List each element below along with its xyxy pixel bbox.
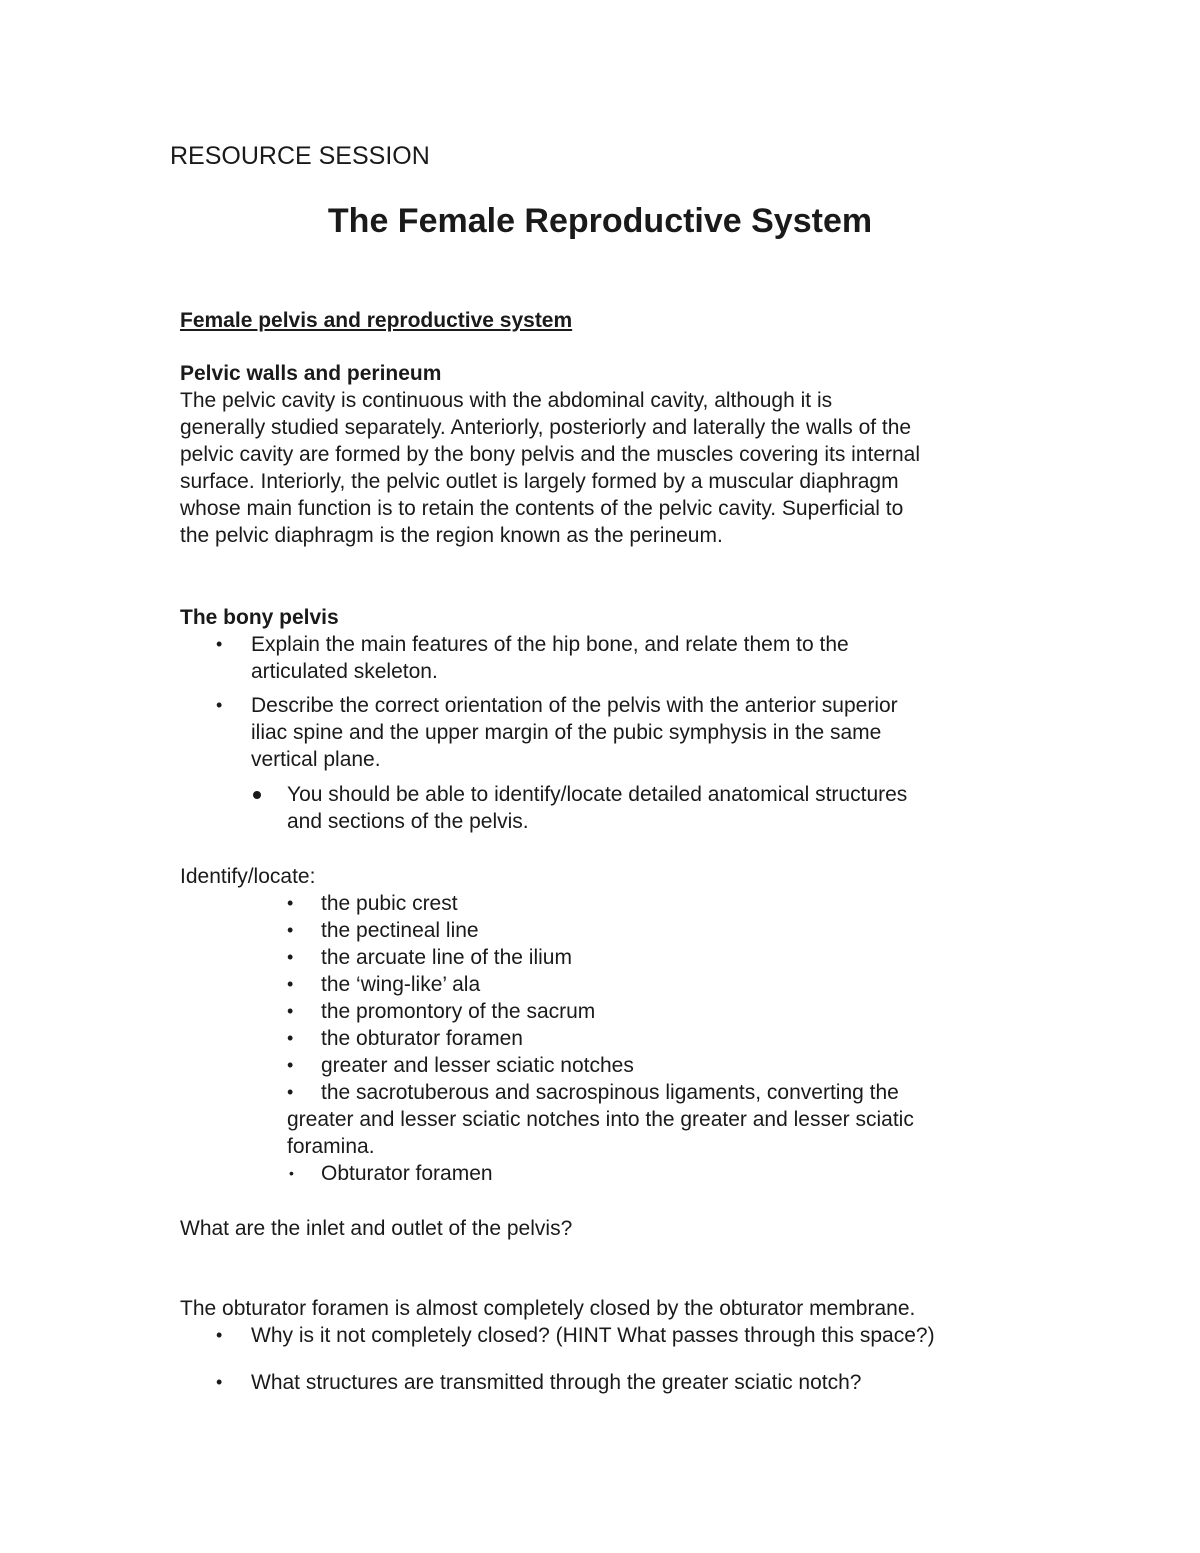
identify-item: greater and lesser sciatic notches (321, 1054, 634, 1077)
bullet-line: and sections of the pelvis. (287, 810, 529, 833)
continuation-line: foramina. (287, 1135, 375, 1158)
paragraph-line: surface. Interiorly, the pelvic outlet is largely formed by a muscular diaphragm (180, 470, 899, 493)
bullet-line: Describe the correct orientation of the pelvis with the anterior superior (251, 694, 898, 717)
bony-pelvis-sub-bullet (287, 781, 1147, 835)
continuation-line: greater and lesser sciatic notches into the greater and lesser sciatic (287, 1108, 914, 1131)
bullet-line: articulated skeleton. (251, 660, 438, 683)
pelvic-walls-heading: Pelvic walls and perineum (180, 362, 442, 385)
bullet-icon: • (287, 974, 294, 994)
identify-item-continuation (287, 1106, 1147, 1160)
bullet-icon: • (216, 1325, 223, 1345)
sciatic-notch-question: What structures are transmitted through the greater sciatic notch? (251, 1371, 862, 1394)
bullet-icon: • (287, 947, 294, 967)
identify-item: the obturator foramen (321, 1027, 523, 1050)
paragraph-line: The pelvic cavity is continuous with the abdominal cavity, although it is (180, 389, 833, 412)
bullet-icon: • (287, 1055, 294, 1075)
pelvic-walls-paragraph (180, 387, 1040, 549)
bullet-icon: • (287, 893, 294, 913)
paragraph-line: the pelvic diaphragm is the region known as the perineum. (180, 524, 723, 547)
paragraph-line: pelvic cavity are formed by the bony pelvis and the muscles covering its internal (180, 443, 921, 466)
identify-item: the ‘wing-like’ ala (321, 973, 481, 996)
identify-label: Identify/locate: (180, 865, 316, 888)
bullet-line: iliac spine and the upper margin of the pubic symphysis in the same (251, 721, 882, 744)
bullet-icon: • (287, 920, 294, 940)
inlet-outlet-question: What are the inlet and outlet of the pelvis? (180, 1217, 573, 1240)
obturator-statement: The obturator foramen is almost completely closed by the obturator membrane. (180, 1297, 916, 1320)
document-title: The Female Reproductive System (327, 202, 873, 240)
bullet-icon: • (289, 1165, 294, 1181)
identify-last-item: Obturator foramen (321, 1162, 493, 1185)
identify-item: the pectineal line (321, 919, 479, 942)
bullet-icon: • (216, 1372, 223, 1392)
bullet-icon: • (287, 1028, 294, 1048)
paragraph-line: generally studied separately. Anteriorly, posteriorly and laterally the walls of the (180, 416, 912, 439)
obturator-question: Why is it not completely closed? (HINT What passes through this space?) (251, 1324, 935, 1347)
bony-pelvis-bullet-2 (251, 692, 1111, 773)
paragraph-line: whose main function is to retain the contents of the pelvic cavity. Superficial to (180, 497, 904, 520)
session-label: RESOURCE SESSION (170, 142, 430, 170)
bullet-line: vertical plane. (251, 748, 381, 771)
bullet-icon: • (216, 695, 223, 715)
identify-item: the promontory of the sacrum (321, 1000, 596, 1023)
bony-pelvis-heading: The bony pelvis (180, 606, 339, 629)
round-bullet-icon (253, 791, 261, 799)
identify-item: the arcuate line of the ilium (321, 946, 572, 969)
bullet-icon: • (216, 634, 223, 654)
identify-item: the sacrotuberous and sacrospinous ligaments, converting the (321, 1081, 899, 1104)
bony-pelvis-bullet-1 (251, 631, 1111, 685)
bullet-line: Explain the main features of the hip bone, and relate them to the (251, 633, 849, 656)
bullet-icon: • (287, 1082, 294, 1102)
bullet-line: You should be able to identify/locate detailed anatomical structures (287, 783, 908, 806)
identify-item: the pubic crest (321, 892, 458, 915)
bullet-icon: • (287, 1001, 294, 1021)
section-heading: Female pelvis and reproductive system (180, 309, 573, 332)
